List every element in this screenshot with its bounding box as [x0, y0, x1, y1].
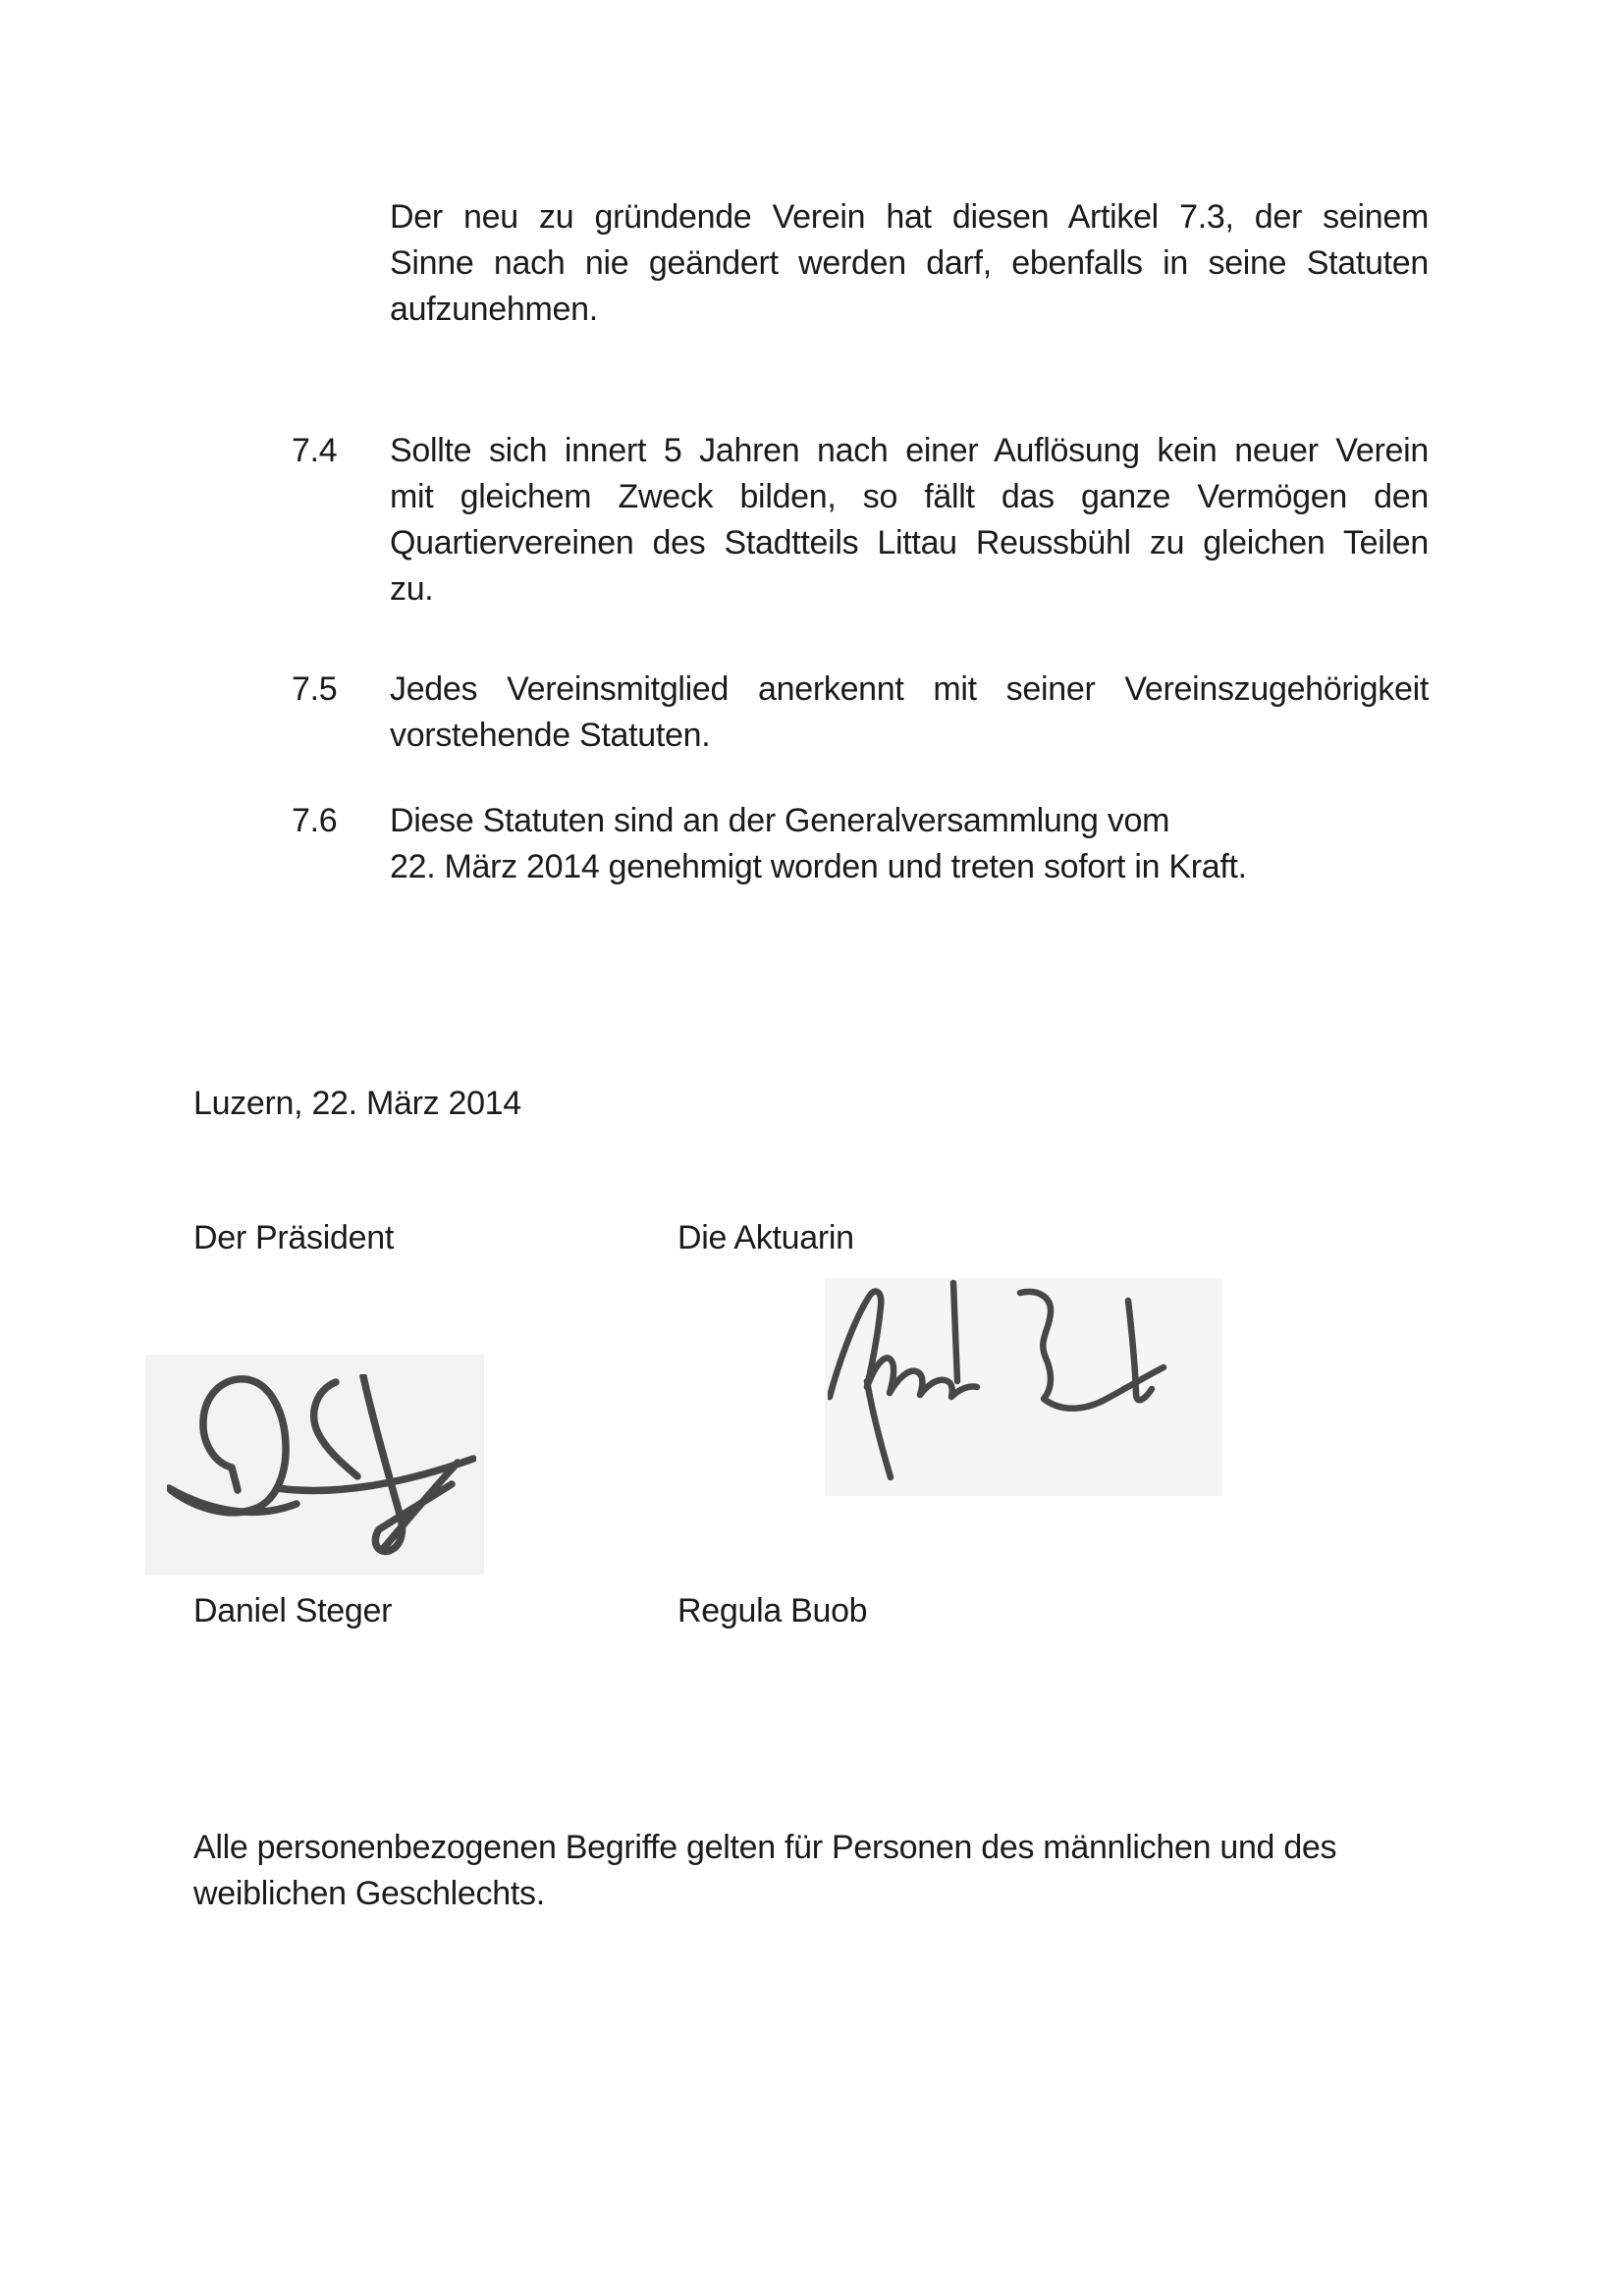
closing-note-paragraph	[193, 1825, 1433, 1917]
text-line: Jedes Vereinsmitglied anerkennt mit seiner Vereinszugehörigkeit	[390, 670, 1429, 708]
statute-item-7-4	[292, 428, 1429, 613]
text-line: zu.	[390, 570, 434, 608]
item-number: 7.6	[292, 802, 338, 839]
text-line: mit gleichem Zweck bilden, so fällt das ganze Vermögen den	[390, 478, 1429, 515]
text-line: Sollte sich innert 5 Jahren nach einer Auflösung kein neuer Verein	[390, 432, 1429, 469]
text-line: Diese Statuten sind an der Generalversammlung vom	[390, 802, 1170, 839]
item-text	[390, 798, 1429, 890]
place-date-line: Luzern, 22. März 2014	[193, 1085, 521, 1122]
item-text	[390, 667, 1429, 759]
text-line: aufzunehmen.	[390, 291, 598, 328]
president-signature-scribble	[167, 1374, 476, 1561]
actuary-signature-scribble	[828, 1279, 1167, 1481]
statute-item-7-5	[292, 667, 1429, 759]
signer-name-president: Daniel Steger	[193, 1592, 393, 1629]
text-line: Alle personenbezogenen Begriffe gelten für Personen des männlichen und des	[193, 1829, 1337, 1866]
text-line: vorstehende Statuten.	[390, 717, 711, 754]
item-number: 7.5	[292, 670, 338, 708]
role-label-actuary: Die Aktuarin	[677, 1219, 854, 1256]
text-line: Sinne nach nie geändert werden darf, ebenfalls in seine Statuten	[390, 244, 1429, 282]
text-line: Der neu zu gründende Verein hat diesen Artikel 7.3, der seinem	[390, 198, 1429, 236]
text-line: Quartiervereinen des Stadtteils Littau Reussbühl zu gleichen Teilen	[390, 524, 1429, 561]
item-number: 7.4	[292, 432, 338, 469]
text-line: weiblichen Geschlechts.	[193, 1875, 545, 1912]
item-text	[390, 428, 1429, 613]
statute-item-7-6	[292, 798, 1429, 890]
text-line: 22. März 2014 genehmigt worden und treten sofort in Kraft.	[390, 848, 1247, 885]
role-label-president: Der Präsident	[193, 1219, 394, 1256]
signer-name-actuary: Regula Buob	[677, 1592, 868, 1629]
article-7-3-continuation-paragraph	[390, 194, 1429, 333]
